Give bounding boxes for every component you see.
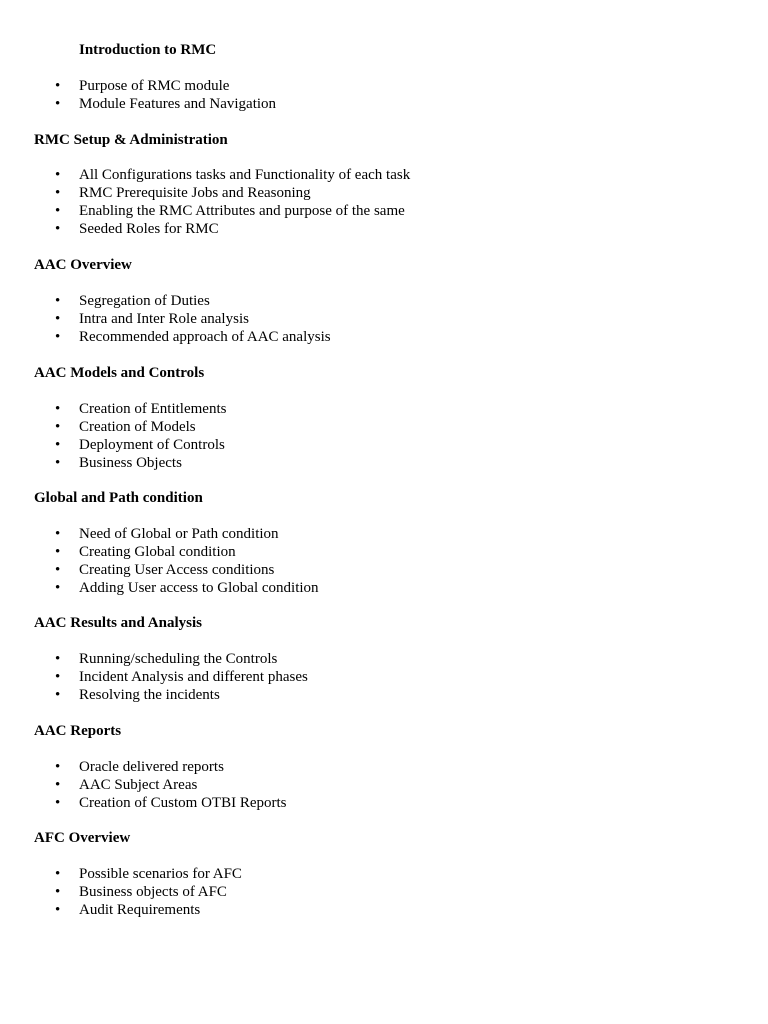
bullet-icon: • — [55, 293, 61, 309]
bullet-icon: • — [55, 203, 61, 219]
bullet-icon: • — [55, 221, 61, 237]
intro-heading: Introduction to RMC — [79, 42, 217, 58]
bullet-icon: • — [55, 687, 61, 703]
bullet-icon: • — [55, 759, 61, 775]
bullet-icon: • — [55, 185, 61, 201]
section-heading-global-path: Global and Path condition — [34, 490, 203, 506]
bullet-icon: • — [55, 669, 61, 685]
bullet-icon: • — [55, 544, 61, 560]
bullet-icon: • — [55, 795, 61, 811]
bullet-icon: • — [55, 562, 61, 578]
section-heading-rmc-setup: RMC Setup & Administration — [34, 132, 228, 148]
bullet-icon: • — [55, 311, 61, 327]
bullet-icon: • — [55, 884, 61, 900]
section-heading-afc-overview: AFC Overview — [34, 830, 131, 846]
bullet-icon: • — [55, 651, 61, 667]
bullet-icon: • — [55, 455, 61, 471]
bullet-icon: • — [55, 777, 61, 793]
bullet-icon: • — [55, 902, 61, 918]
section-heading-aac-models: AAC Models and Controls — [34, 365, 205, 381]
bullet-icon: • — [55, 401, 61, 417]
bullet-icon: • — [55, 96, 61, 112]
section-heading-aac-results: AAC Results and Analysis — [34, 615, 202, 631]
bullet-icon: • — [55, 580, 61, 596]
section-heading-aac-overview: AAC Overview — [34, 257, 132, 273]
bullet-icon: • — [55, 167, 61, 183]
bullet-icon: • — [55, 419, 61, 435]
bullet-icon: • — [55, 437, 61, 453]
bullet-icon: • — [55, 329, 61, 345]
bullet-icon: • — [55, 526, 61, 542]
bullet-icon: • — [55, 866, 61, 882]
bullet-icon: • — [55, 78, 61, 94]
section-heading-aac-reports: AAC Reports — [34, 723, 122, 739]
